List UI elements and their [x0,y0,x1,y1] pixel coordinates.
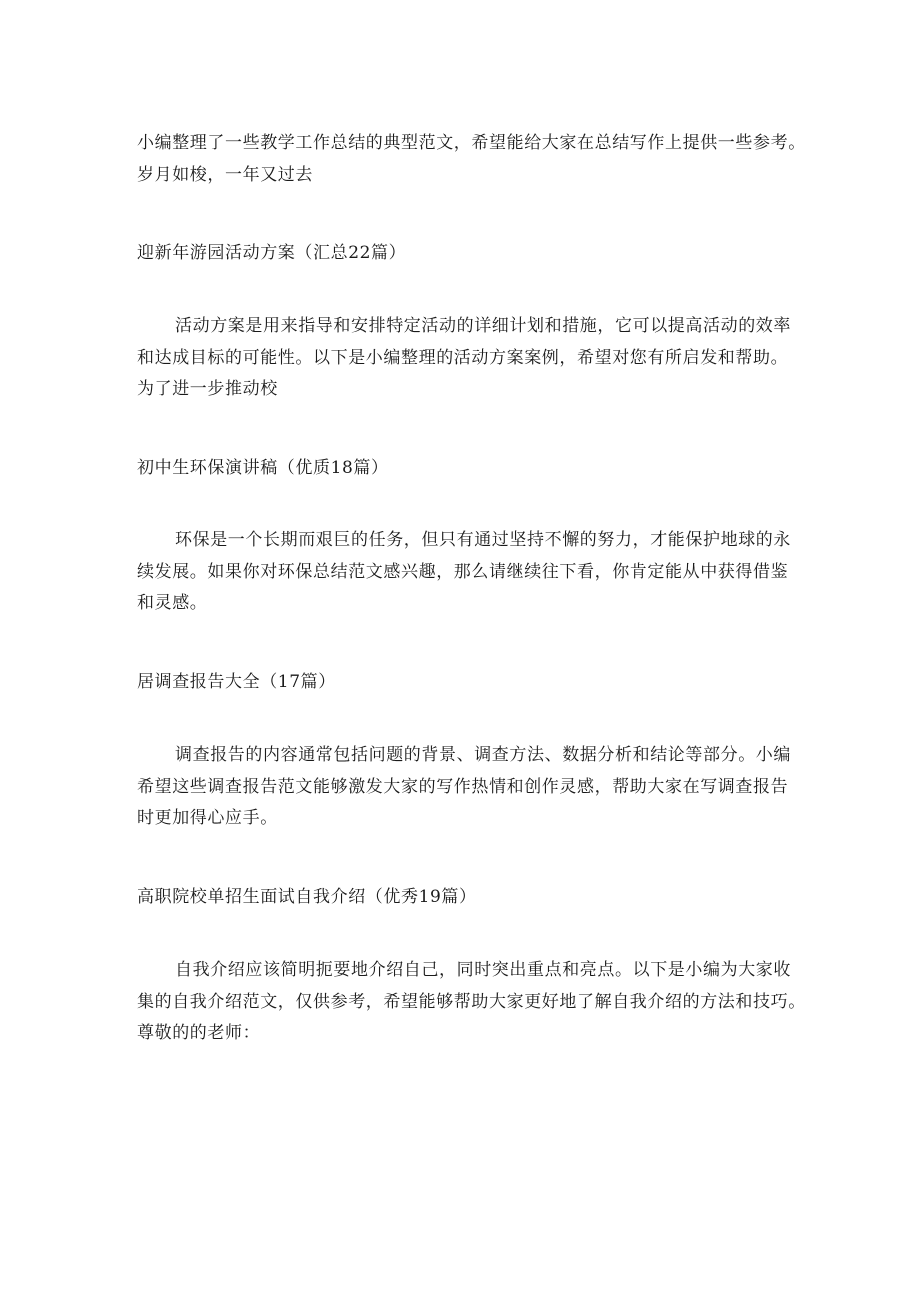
paragraph-line: 调查报告的内容通常包括问题的背景、调查方法、数据分析和结论等部分。小编 [175,745,791,765]
section-heading-2: 初中生环保演讲稿（优质18篇） [137,458,389,478]
paragraph-line: 尊敬的的老师： [137,1023,261,1043]
paragraph-line: 和达成目标的可能性。以下是小编整理的活动方案案例，希望对您有所启发和帮助。 [137,347,789,368]
section-heading-3: 居调查报告大全（17篇） [137,672,336,692]
paragraph-line: 和灵感。 [137,593,208,613]
section-paragraph-2 [137,525,797,620]
paragraph-line: 环保是一个长期而艰巨的任务，但只有通过坚持不懈的努力，才能保护地球的永 [175,530,791,550]
section-heading-1: 迎新年游园活动方案（汇总22篇） [137,243,407,263]
paragraph-line: 希望这些调查报告范文能够激发大家的写作热情和创作灵感，帮助大家在写调查报告 [137,776,789,797]
paragraph-line: 活动方案是用来指导和安排特定活动的详细计划和措施，它可以提高活动的效率 [175,316,791,336]
section-paragraph-1 [137,311,797,406]
intro-line: 岁月如梭，一年又过去 [137,164,313,185]
section-heading-4: 高职院校单招生面试自我介绍（优秀19篇） [137,887,477,907]
section-paragraph-3 [137,740,797,835]
intro-paragraph [137,128,806,191]
paragraph-line: 时更加得心应手。 [137,808,278,828]
intro-line: 小编整理了一些教学工作总结的典型范文，希望能给大家在总结写作上提供一些参考。 [137,133,806,153]
section-paragraph-4 [137,955,806,1050]
paragraph-line: 续发展。如果你对环保总结范文感兴趣，那么请继续往下看，你肯定能从中获得借鉴 [137,561,789,582]
paragraph-line: 集的自我介绍范文，仅供参考，希望能够帮助大家更好地了解自我介绍的方法和技巧。 [137,991,806,1012]
paragraph-line: 为了进一步推动校 [137,379,278,399]
paragraph-line: 自我介绍应该简明扼要地介绍自己，同时突出重点和亮点。以下是小编为大家收 [175,960,791,980]
